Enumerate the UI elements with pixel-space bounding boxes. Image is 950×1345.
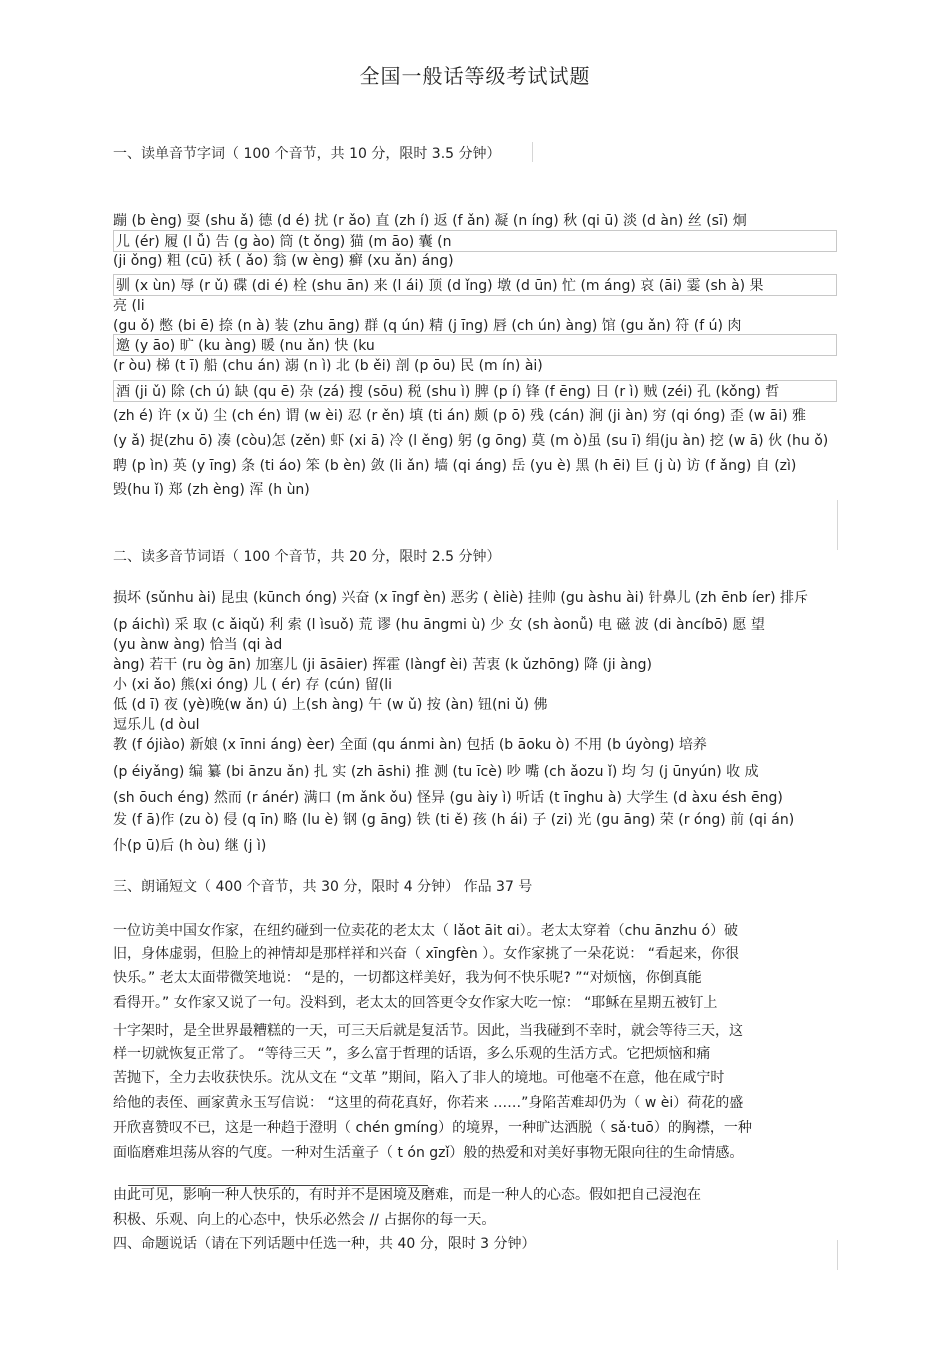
passage-line: 由此可见，影响一种人快乐的，有时并不是困境及磨难，而是一种人的心态。假如把自己浸泡在 xyxy=(113,1187,701,1203)
section1-line: (ji ǒng) 粗 (cū) 袄 ( ǎo) 翁 (w èng) 癣 (xu ǎn) áng) xyxy=(113,253,454,269)
section2-heading: 二、读多音节词语（ 100 个音节，共 20 分，限时 2.5 分钟） xyxy=(113,549,501,565)
passage-line: 积极、乐观、向上的心态中，快乐必然会 // 占据你的每一天。 xyxy=(113,1212,496,1228)
section2-line: 小 (xi ǎo) 熊(xi óng) 儿 ( ér) 存 (cún) 留(li xyxy=(113,677,393,693)
section1-line: 驯 (x ùn) 辱 (r ǔ) 碟 (di é) 栓 (shu ān) 来 (l ái) 顶 (d ǐng) 墩 (d ūn) 忙 (m áng) 哀 (āi) 霎 (sh à) 果 xyxy=(113,274,837,296)
section1-heading: 一、读单音节字词（ 100 个音节，共 10 分，限时 3.5 分钟） xyxy=(113,146,501,162)
section1-line: (y ǎ) 捉(zhu ō) 凑 (còu)怎 (zěn) 虾 (xi ā) 冷 (l ěng) 躬 (g ōng) 莫 (m ò)虽 (su ī) 绢(ju àn) 挖 (w ā) 伙 (hu ǒ) xyxy=(113,433,829,449)
section2-line: 低 (d ī) 夜 (yè)晚(w ǎn) ú) 上(sh àng) 午 (w ǔ) 按 (àn) 钮(ni ǔ) 佛 xyxy=(113,697,548,713)
passage-line: 给他的表侄、画家黄永玉写信说： “这里的荷花真好，你若来 ……”身陷苦难却仍为（ w èi）荷花的盛 xyxy=(113,1095,744,1111)
section2-line: àng) 若干 (ru òg ān) 加塞儿 (ji āsāier) 挥霍 (làngf èi) 苦衷 (k ǔzhōng) 降 (ji àng) xyxy=(113,657,652,673)
section2-line: (p éiyǎng) 编 纂 (bi ānzu ǎn) 扎 实 (zh āshi) 推 测 (tu īcè) 吵 嘴 (ch ǎozu ǐ) 均 匀 (j ūnyún) 收 成 xyxy=(113,764,759,780)
passage-line: 开欣喜赞叹不已，这是一种趋于澄明（ chén gmíng）的境界，一种旷达洒脱（ sǎ·tuō）的胸襟，一种 xyxy=(113,1120,752,1136)
section4-heading: 四、命题说话（请在下列话题中任选一种，共 40 分，限时 3 分钟） xyxy=(113,1236,536,1252)
section2-line: 仆(p ū)后 (h òu) 继 (j ì) xyxy=(113,838,267,854)
section2-line: 逗乐儿 (d òul xyxy=(113,717,200,733)
divider xyxy=(837,500,838,550)
passage-line: 面临磨难坦荡从容的气度。一种对生活童子（ t ón gzǐ）般的热爱和对美好事物无限向往的生命情感。 xyxy=(113,1145,744,1161)
section1-line: 邀 (y āo) 旷 (ku àng) 暖 (nu ǎn) 快 (ku xyxy=(113,334,837,356)
section2-line: 教 (f ójiào) 新娘 (x īnni áng) èer) 全面 (qu ánmi àn) 包括 (b āoku ò) 不用 (b úyòng) 培养 xyxy=(113,737,707,753)
section2-line: (sh ōuch éng) 然而 (r ánér) 满口 (m ǎnk ǒu) 怪异 (gu àiy ì) 听话 (t īnghu à) 大学生 (d àxu ésh ēng) xyxy=(113,790,783,806)
passage-line: 看得开。” 女作家又说了一句。没料到，老太太的回答更令女作家大吃一惊： “耶稣在星期五被钉上 xyxy=(113,995,718,1011)
passage-line: 快乐。” 老太太面带微笑地说： “是的，一切都这样美好，我为何不快乐呢? ”“对烦恼，你倒真能 xyxy=(113,970,702,986)
divider xyxy=(532,142,533,162)
divider xyxy=(837,1240,838,1270)
section2-line: 发 (f ā)作 (zu ò) 侵 (q īn) 略 (lu è) 钢 (g āng) 铁 (ti ě) 孩 (h ái) 子 (zi) 光 (gu āng) 荣 (r óng) 前 (qi án) xyxy=(113,812,795,828)
passage-line: 一位访美中国女作家，在纽约碰到一位卖花的老太太（ lǎot āit ɑi）。老太太穿着（chu ānzhu ó）破 xyxy=(113,923,739,939)
section2-line: (p áichì) 采 取 (c ǎiqǔ) 利 索 (l ìsuǒ) 荒 谬 (hu āngmi ù) 少 女 (sh àonǚ) 电 磁 波 (di àncíbō) 愿 望 xyxy=(113,617,765,633)
section2-line: (yu ànw àng) 恰当 (qi àd xyxy=(113,637,283,653)
section1-line: (zh é) 许 (x ǔ) 尘 (ch én) 谓 (w èi) 忍 (r ěn) 填 (ti án) 颇 (p ō) 残 (cán) 涧 (ji àn) 穷 (qi óng) 歪 (w āi) 雅 xyxy=(113,408,807,424)
passage-line: 旧，身体虚弱，但脸上的神情却是那样祥和兴奋（ xīngfèn ）。女作家挑了一朵花说： “看起来，你很 xyxy=(113,946,739,962)
section1-line: 儿 (ér) 履 (l ǚ) 告 (g ào) 筒 (t ǒng) 猫 (m āo) 囊 (n xyxy=(113,230,837,252)
section1-line: 蹦 (b èng) 耍 (shu ǎ) 德 (d é) 扰 (r ǎo) 直 (zh í) 返 (f ǎn) 凝 (n íng) 秋 (qi ū) 淡 (d àn) 丝 (sī) 炯 xyxy=(113,213,747,229)
passage-line: 苦抛下，全力去收获快乐。沈从文在 “文革 ”期间，陷入了非人的境地。可他毫不在意，他在咸宁时 xyxy=(113,1070,725,1086)
exam-title: 全国一般话等级考试试题 xyxy=(359,64,591,88)
section1-line: 毁(hu ǐ) 郑 (zh èng) 浑 (h ùn) xyxy=(113,482,310,498)
passage-line: 样一切就恢复正常了。 “等待三天 ”，多么富于哲理的话语，多么乐观的生活方式。它把烦恼和痛 xyxy=(113,1046,711,1062)
section1-line: (gu ǒ) 憋 (bi ē) 捺 (n à) 装 (zhu āng) 群 (q ún) 精 (j īng) 唇 (ch ún) àng) 馆 (gu ǎn) 符 (f ú) 肉 xyxy=(113,318,742,334)
section1-line: 亮 (li xyxy=(113,298,145,314)
section2-line: 损坏 (sǔnhu ài) 昆虫 (kūnch óng) 兴奋 (x īngf èn) 恶劣 ( èliè) 挂帅 (gu àshu ài) 针鼻儿 (zh ēnb íer) 排斥 xyxy=(113,590,809,606)
section3-heading: 三、朗诵短文（ 400 个音节，共 30 分，限时 4 分钟） 作品 37 号 xyxy=(113,879,533,895)
passage-line: 十字架时，是全世界最糟糕的一天，可三天后就是复活节。因此，当我碰到不幸时，就会等待三天，这 xyxy=(113,1023,743,1039)
section1-line: 聘 (p ìn) 英 (y īng) 条 (ti áo) 笨 (b èn) 敛 (li ǎn) 墙 (qi áng) 岳 (yu è) 黑 (h ēi) 巨 (j ù) 访 (f ǎng) 自 (zì) xyxy=(113,458,797,474)
section1-line: 酒 (ji ǔ) 除 (ch ú) 缺 (qu ē) 杂 (zá) 搜 (sōu) 税 (shu ì) 脾 (p í) 锋 (f ēng) 日 (r ì) 贼 (zéi) 孔 (kǒng) 哲 xyxy=(113,380,837,402)
section1-line: (r òu) 梯 (t ī) 船 (chu án) 溺 (n ì) 北 (b ěi) 剖 (p ōu) 民 (m ín) ài) xyxy=(113,358,543,374)
